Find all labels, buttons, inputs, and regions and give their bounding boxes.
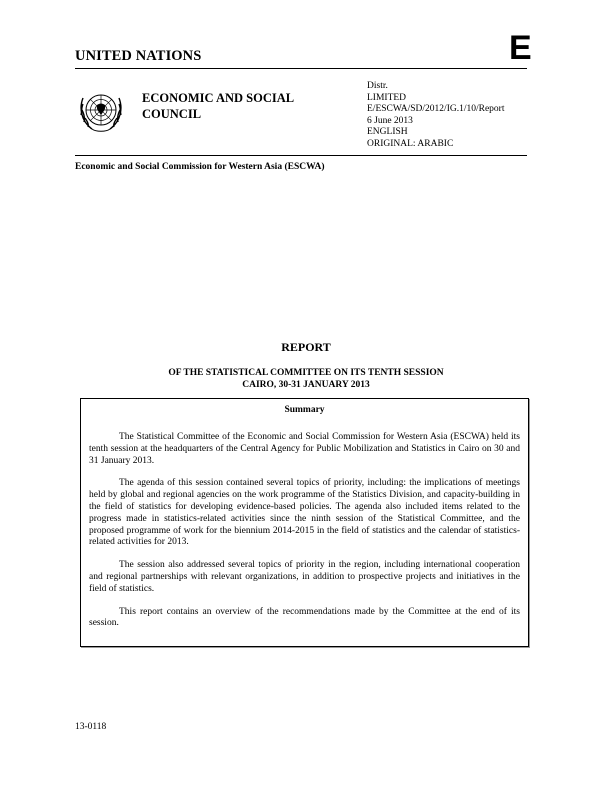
- summary-paragraph: The Statistical Committee of the Economic and Social Commission for Western Asia (ESCWA) held its tenth session at the headquarters of the Central Agency for Public Mobilization and Statistics in Cairo on 30 and 31 January 2013.: [89, 432, 520, 466]
- summary-paragraph: The agenda of this session contained several topics of priority, including: the implications of meetings held by global and regional agencies on the work programme of the Statistics Division, and capacity-building in the field of statistics for developing evidence-based policies. The agenda also included items related to the progress made in statistics-related activities since the ninth session of the Statistical Committee, and the proposed programme of work for the biennium 2014-2015 in the field of statistics and the calendar of statistics-related activities for 2013.: [89, 478, 520, 548]
- original-language: ORIGINAL: ARABIC: [367, 138, 454, 149]
- distribution-status: LIMITED: [367, 92, 407, 103]
- language-letter: E: [509, 29, 532, 67]
- un-emblem-icon: [78, 88, 124, 134]
- summary-paragraph: The session also addressed several topics of priority in the region, including international cooperation and regional partnerships with relevant organizations, in addition to prospective projects and initiatives in the field of statistics.: [89, 560, 520, 594]
- section-divider: [75, 155, 527, 156]
- council-name: [142, 90, 294, 122]
- header-divider: [75, 68, 527, 69]
- summary-heading: Summary: [284, 405, 325, 415]
- report-subtitle-line-2: CAIRO, 30-31 JANUARY 2013: [242, 380, 370, 390]
- council-name-line-1: ECONOMIC AND SOCIAL: [142, 91, 295, 105]
- summary-body: [89, 432, 520, 641]
- document-symbol: E/ESCWA/SD/2012/IG.1/10/Report: [367, 104, 505, 115]
- report-subtitle-line-1: OF THE STATISTICAL COMMITTEE ON ITS TENTH SESSION: [168, 368, 444, 378]
- commission-name: Economic and Social Commission for Western Asia (ESCWA): [75, 162, 325, 172]
- summary-paragraph: This report contains an overview of the recommendations made by the Committee at the end of its session.: [89, 606, 520, 629]
- document-code: 13-0118: [75, 722, 107, 732]
- organization-title: UNITED NATIONS: [75, 48, 202, 64]
- distr-label: Distr.: [367, 81, 388, 91]
- council-name-line-2: COUNCIL: [142, 107, 202, 121]
- document-language: ENGLISH: [367, 127, 408, 138]
- document-date: 6 June 2013: [367, 115, 413, 126]
- summary-box: [80, 398, 529, 647]
- report-title: REPORT: [281, 340, 331, 354]
- distribution-block: [367, 81, 505, 151]
